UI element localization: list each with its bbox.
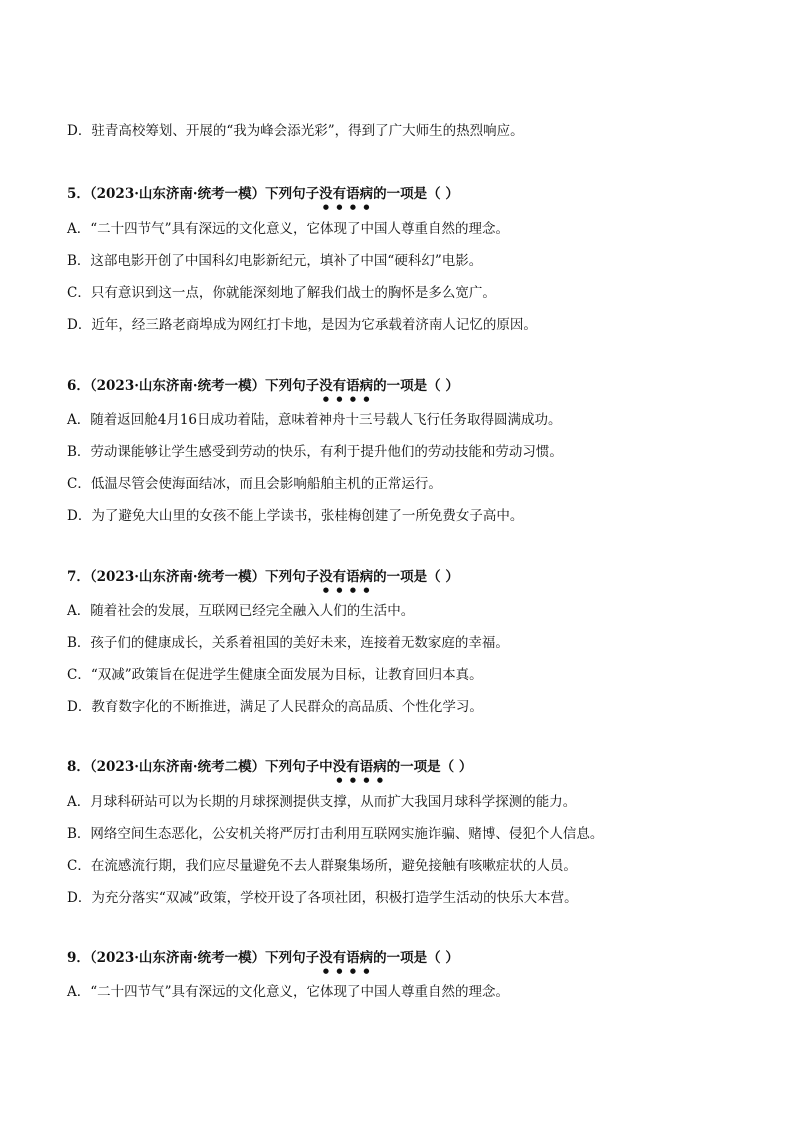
question-7-option-c: C．“双减”政策旨在促进学生健康全面发展为目标，让教育回归本真。 [67, 667, 483, 683]
question-8-option-a: A．月球科研站可以为长期的月球探测提供支撑，从而扩大我国月球科学探测的能力。 [67, 794, 577, 810]
option-d: D．驻青高校筹划、开展的“我为峰会添光彩”，得到了广大师生的热烈响应。 [67, 123, 524, 139]
question-8-option-d: D．为充分落实“双减”政策，学校开设了各项社团，积极打造学生活动的快乐大本营。 [67, 890, 578, 906]
question-heading-suffix: 的一项是（ ） [386, 759, 473, 775]
question-6-option-c: C．低温尽管会使海面结冰，而且会影响船舶主机的正常运行。 [67, 476, 442, 492]
question-7-heading [67, 568, 764, 594]
question-6-heading [67, 377, 764, 403]
question-8-heading [67, 758, 764, 784]
question-heading-prefix: 9．（2023·山东济南·统考一模）下列句子 [67, 950, 320, 966]
question-heading-suffix: 的一项是（ ） [373, 378, 459, 394]
question-heading-suffix: 的一项是（ ） [373, 186, 459, 202]
question-5-option-c: C．只有意识到这一点，你就能深刻地了解我们战士的胸怀是多么宽广。 [67, 285, 496, 301]
question-7-option-a: A．随着社会的发展，互联网已经完全融入人们的生活中。 [67, 603, 415, 619]
emphasized-text: 没有语病 [319, 950, 374, 966]
question-heading-prefix: 7．（2023·山东济南·统考一模）下列句子 [67, 569, 320, 585]
question-6-option-d: D．为了避免大山里的女孩不能上学读书，张桂梅创建了一所免费女子高中。 [67, 508, 524, 524]
emphasized-text: 没有语病 [319, 569, 374, 585]
question-6-option-a: A．随着返回舱4月16日成功着陆，意味着神舟十三号载人飞行任务取得圆满成功。 [67, 412, 562, 428]
question-7-option-d: D．教育数字化的不断推进，满足了人民群众的高品质、个性化学习。 [67, 699, 483, 715]
question-5-option-d: D．近年，经三路老商埠成为网红打卡地，是因为它承载着济南人记忆的原因。 [67, 317, 537, 333]
question-heading-suffix: 的一项是（ ） [373, 950, 459, 966]
question-5-option-a: A．“二十四节气”具有深远的文化意义，它体现了中国人尊重自然的理念。 [67, 221, 510, 237]
question-7-option-b: B．孩子们的健康成长，关系着祖国的美好未来，连接着无数家庭的幸福。 [67, 635, 509, 651]
question-9-heading [67, 949, 764, 975]
emphasized-text: 没有语病 [332, 759, 387, 775]
question-9-option-a: A．“二十四节气”具有深远的文化意义，它体现了中国人尊重自然的理念。 [67, 984, 510, 1000]
question-5-heading [67, 185, 764, 211]
question-heading-suffix: 的一项是（ ） [373, 569, 459, 585]
question-heading-prefix: 8．（2023·山东济南·统考二模）下列句子中 [67, 759, 333, 775]
question-5-option-b: B．这部电影开创了中国科幻电影新纪元，填补了中国“硬科幻”电影。 [67, 253, 483, 269]
question-6-option-b: B．劳动课能够让学生感受到劳动的快乐，有利于提升他们的劳动技能和劳动习惯。 [67, 444, 563, 460]
question-8-option-b: B．网络空间生态恶化，公安机关将严厉打击利用互联网实施诈骗、赌博、侵犯个人信息。 [67, 826, 604, 842]
question-heading-prefix: 5．（2023·山东济南·统考一模）下列句子 [67, 186, 320, 202]
emphasized-text: 没有语病 [319, 378, 374, 394]
question-8-option-c: C．在流感流行期，我们应尽量避免不去人群聚集场所，避免接触有咳嗽症状的人员。 [67, 858, 577, 874]
emphasized-text: 没有语病 [319, 186, 374, 202]
question-heading-prefix: 6．（2023·山东济南·统考一模）下列句子 [67, 378, 320, 394]
